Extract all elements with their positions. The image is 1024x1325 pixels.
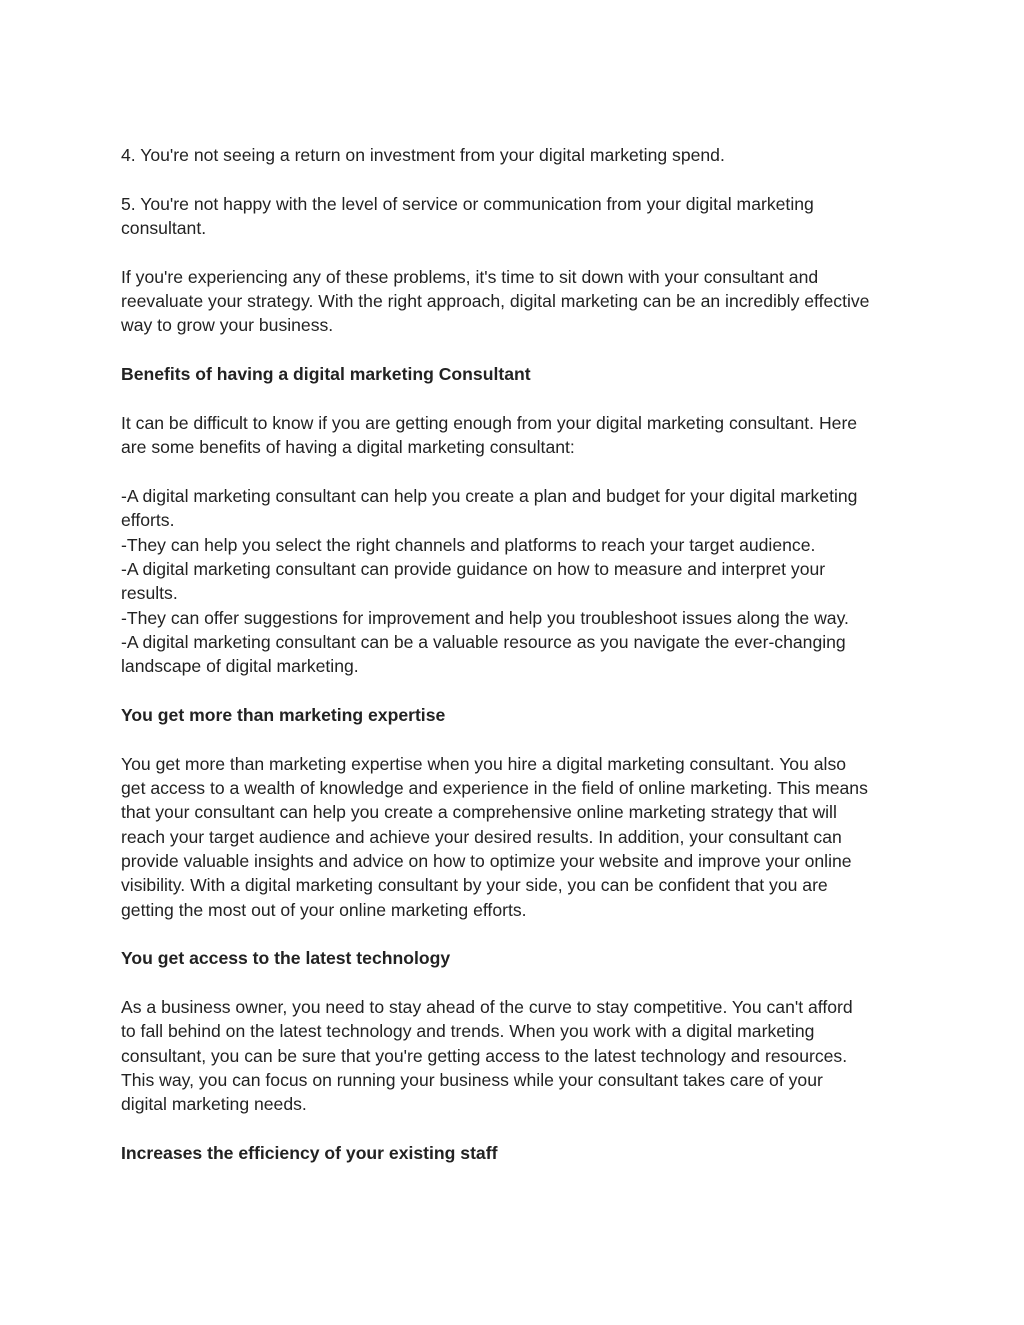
benefit-item: -A digital marketing consultant can provide guidance on how to measure and interpret your results. bbox=[121, 558, 826, 604]
list-item-4: 4. You're not seeing a return on investment from your digital marketing spend. bbox=[121, 145, 725, 165]
technology-heading: You get access to the latest technology bbox=[121, 948, 451, 969]
paragraph-gap bbox=[121, 459, 911, 483]
paragraph-gap bbox=[121, 338, 911, 362]
document-page bbox=[121, 143, 911, 1165]
technology-paragraph: As a business owner, you need to stay ahead of the curve to stay competitive. You can't afford to fall behind on the latest technology and trends. When you work with a digital marketing consultant, you can be sure that you're getting access to the latest technology and resources. This way, you can focus on running your business while your consultant takes care of your digital marketing needs. bbox=[121, 997, 853, 1115]
problems-paragraph: If you're experiencing any of these problems, it's time to sit down with your consultant and reevaluate your strategy. With the right approach, digital marketing can be an incredibly effective way to grow your business. bbox=[121, 266, 870, 336]
expertise-heading: You get more than marketing expertise bbox=[121, 704, 446, 725]
expertise-paragraph: You get more than marketing expertise when you hire a digital marketing consultant. You also get access to a wealth of knowledge and experience in the field of online marketing. This means that your consultant can help you create a comprehensive online marketing strategy that will reach your target audience and achieve your desired results. In addition, your consultant can provide valuable insights and advice on how to optimize your website and improve your online visibility. With a digital marketing consultant by your side, you can be confident that you are getting the most out of your online marketing efforts. bbox=[121, 753, 868, 920]
paragraph-gap bbox=[121, 922, 911, 946]
benefits-intro-paragraph: It can be difficult to know if you are getting enough from your digital marketing consultant. Here are some benefits of having a digital marketing consultant: bbox=[121, 412, 858, 458]
paragraph-gap bbox=[121, 971, 911, 995]
efficiency-heading: Increases the efficiency of your existing staff bbox=[121, 1143, 498, 1164]
paragraph-gap bbox=[121, 727, 911, 751]
benefit-item: -A digital marketing consultant can be a valuable resource as you navigate the ever-changing landscape of digital marketing. bbox=[121, 631, 846, 677]
paragraph-gap bbox=[121, 167, 911, 191]
paragraph-gap bbox=[121, 1117, 911, 1141]
paragraph-gap bbox=[121, 679, 911, 703]
list-item-5: 5. You're not happy with the level of service or communication from your digital marketing consultant. bbox=[121, 193, 814, 239]
benefit-item: -They can offer suggestions for improvement and help you troubleshoot issues along the way. bbox=[121, 607, 849, 628]
benefit-item: -They can help you select the right channels and platforms to reach your target audience. bbox=[121, 534, 816, 555]
benefit-item: -A digital marketing consultant can help you create a plan and budget for your digital marketing efforts. bbox=[121, 485, 858, 531]
paragraph-gap bbox=[121, 386, 911, 410]
paragraph-gap bbox=[121, 240, 911, 264]
benefits-heading: Benefits of having a digital marketing Consultant bbox=[121, 364, 531, 385]
